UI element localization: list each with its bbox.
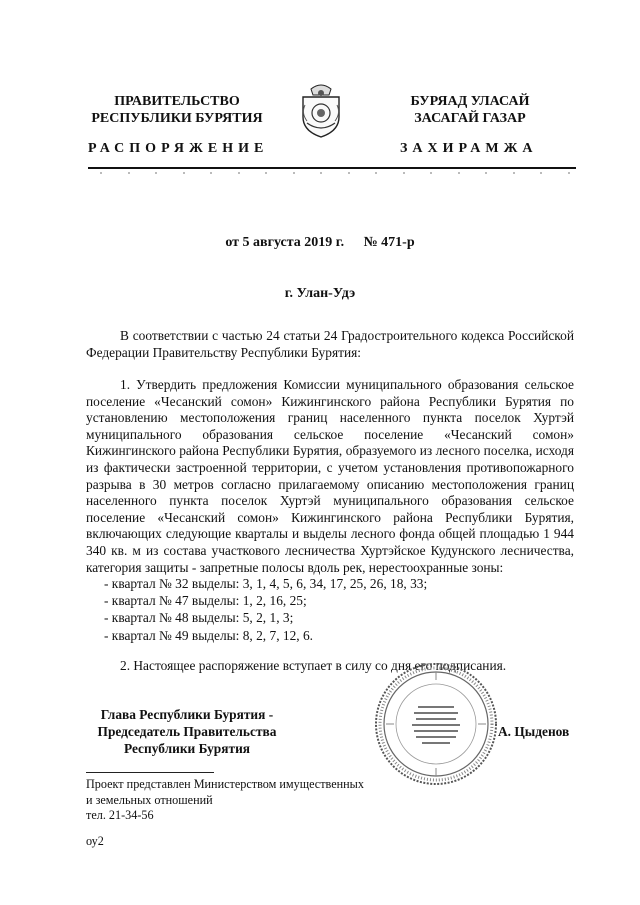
list-item: - квартал № 47 выделы: 1, 2, 16, 25; [104, 593, 307, 609]
list-item: - квартал № 32 выделы: 3, 1, 4, 5, 6, 34, 17, 25, 26, 18, 33; [104, 576, 428, 591]
footer-code: оу2 [86, 833, 104, 848]
list-item: - квартал № 49 выделы: 8, 2, 7, 12, 6. [104, 627, 314, 643]
list-item: - квартал № 48 выделы: 5, 2, 1, 3; [104, 610, 294, 626]
footer-phone: тел. 21-34-56 [86, 808, 154, 823]
header-right-line1: БУРЯАД УЛАСАЙ [410, 94, 530, 109]
document-number: № 471-р [363, 235, 415, 250]
signatory-title [72, 706, 302, 757]
doc-type-bua: ЗАХИРАМЖА [400, 141, 538, 156]
date-number-line [0, 235, 640, 251]
official-seal-icon [372, 660, 500, 788]
header-divider [88, 167, 576, 169]
signatory-title-line1: Глава Республики Бурятия - [100, 707, 274, 722]
signatory-title-line2: Председатель Правительства [97, 724, 277, 739]
item1-paragraph: 1. Утвердить предложения Комиссии муниципального образования сельское поселение «Чесанский сомон» Кижингинского района Республики Бурятия по установлению местоположения границ населенного пункта поселок Хуртэй муниципального образования сельское поселение «Чесанский сомон» Кижингинского района Республики Бурятия, образуемого из лесного поселка, исходя из фактически застроенной территории, с учетом установления противопожарного разрыва в 30 метров согласно прилагаемому описанию местоположения границ населенного пункта поселок Хуртэй муниципального образования сельское поселение «Чесанский сомон» Кижингинского района Республики Бурятия, включающих следующие кварталы и выделы лесного фонда общей площадью 1 944 340 кв. м из состава участкового лесничества Хуртэйское Кудунского лесничества, категория защиты - запретные полосы вдоль рек, нерестоохранные зоны: [86, 377, 574, 575]
item2-paragraph: 2. Настоящее распоряжение вступает в силу со дня его подписания. [120, 658, 507, 673]
header-dotted-line [100, 172, 570, 174]
coat-of-arms-icon [299, 83, 343, 139]
header-right-bua [370, 93, 570, 127]
footer-line1: Проект представлен Министерством имущественных [86, 777, 364, 791]
doc-type-ru: РАСПОРЯЖЕНИЕ [88, 141, 269, 156]
document-city: г. Улан-Удэ [284, 286, 356, 301]
preamble-paragraph: В соответствии с частью 24 статьи 24 Градостроительного кодекса Российской Федерации Правительству Республики Бурятия: [86, 328, 574, 360]
signatory-name: А. Цыденов [498, 724, 570, 739]
footer-note [86, 777, 364, 849]
footer-line2: и земельных отношений [86, 792, 213, 807]
signatory-title-line3: Республики Бурятия [123, 741, 251, 756]
document-date: от 5 августа 2019 г. [225, 235, 345, 250]
header-left-line2: РЕСПУБЛИКИ БУРЯТИЯ [91, 111, 263, 126]
header-right-line2: ЗАСАГАЙ ГАЗАР [414, 111, 526, 126]
header-left-ru [72, 93, 282, 127]
footer-divider [86, 772, 214, 773]
header-left-line1: ПРАВИТЕЛЬСТВО [114, 94, 240, 109]
quarters-list [104, 575, 427, 644]
